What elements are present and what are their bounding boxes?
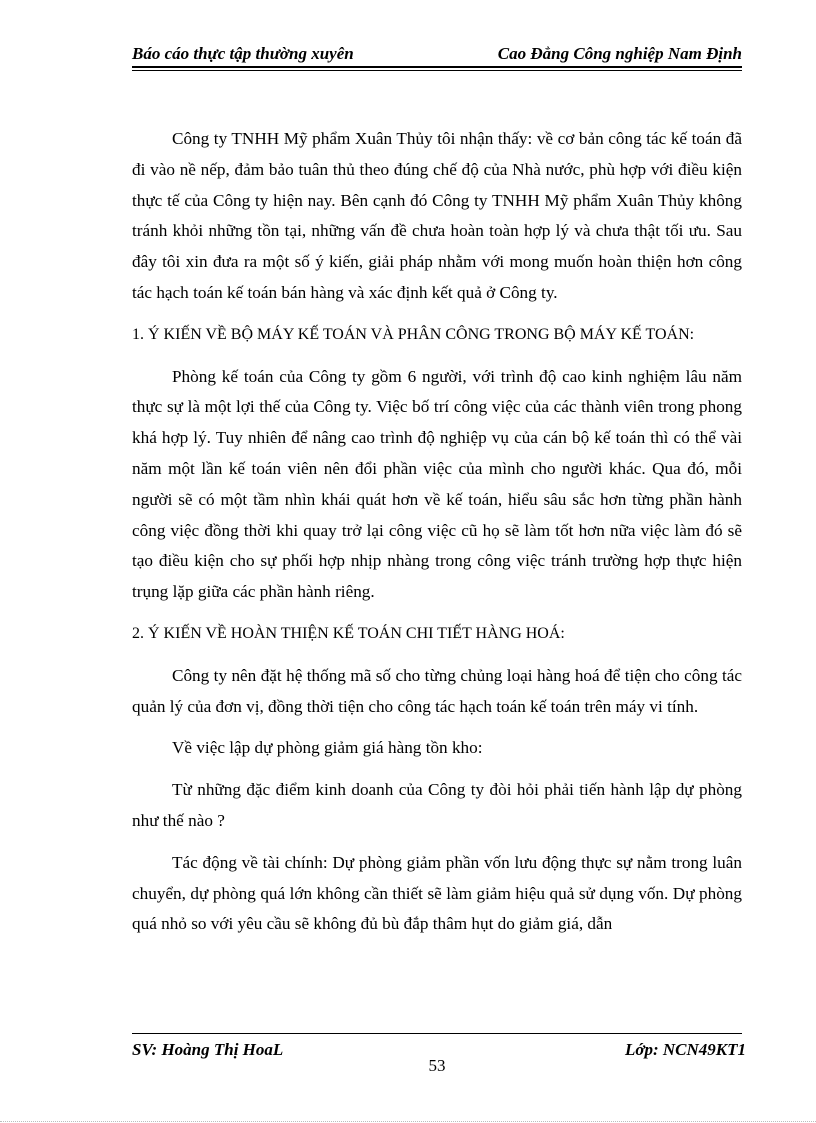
paragraph-goods-coding: Công ty nên đặt hệ thống mã số cho từng chủng loại hàng hoá để tiện cho công tác quản lý của đơn vị, đồng thời tiện cho công tác hạch toán kế toán trên máy vi tính. [132, 665, 742, 716]
section-heading-1: 1. Ý KIẾN VỀ BỘ MÁY KẾ TOÁN VÀ PHÂN CÔNG TRONG BỘ MÁY KẾ TOÁN: [132, 325, 695, 343]
page-header [132, 40, 742, 68]
footer-student-name: SV: Hoàng Thị HoaL [132, 1040, 284, 1059]
footer-class-code: Lớp: NCN49KT1 [624, 1040, 746, 1059]
document-body [132, 124, 742, 951]
header-school-name: Cao Đẳng Công nghiệp Nam Định [497, 44, 742, 63]
paragraph-intro: Công ty TNHH Mỹ phẩm Xuân Thủy tôi nhận thấy: về cơ bản công tác kế toán đã đi vào nề nếp, đảm bảo tuân thủ theo đúng chế độ của Nhà nước, phù hợp với điều kiện thực tế của Công ty hiện nay. Bên cạnh đó Công ty TNHH Mỹ phẩm Xuân Thủy không tránh khỏi những tồn tại, những vấn đề chưa hoàn toàn hợp lý và chưa thật tối ưu. Sau đây tôi xin đưa ra một số ý kiến, giải pháp nhằm với mong muốn hoàn thiện hơn công tác hạch toán kế toán bán hàng và xác định kết quả ở Công ty. [132, 129, 742, 302]
paragraph-inventory-provision-title: Về việc lập dự phòng giảm giá hàng tồn kho: [172, 738, 483, 758]
header-rule-thick [132, 66, 742, 68]
page-edge-divider [0, 1121, 816, 1122]
section-heading-2: 2. Ý KIẾN VỀ HOÀN THIỆN KẾ TOÁN CHI TIẾT HÀNG HOÁ: [132, 624, 565, 642]
paragraph-accounting-department: Phòng kế toán của Công ty gồm 6 người, với trình độ cao kinh nghiệm lâu năm thực sự là một lợi thế của Công ty. Việc bố trí công việc của các thành viên trong phong khá hợp lý. Tuy nhiên để nâng cao trình độ nghiệp vụ của cán bộ kế toán thì có thể vài năm một lần kế toán viên nên đổi phần việc của mình cho người khác. Qua đó, mỗi người sẽ có một tầm nhìn khái quát hơn về kế toán, hiểu sâu sắc hơn từng phần hành công việc đồng thời khi quay trở lại công việc cũ họ sẽ làm tốt hơn nữa việc làm đó sẽ tạo điều kiện cho sự phối hợp nhịp nhàng trong công việc tránh trường hợp thực hiện trụng lặp giữa các phần hành riêng. [132, 366, 742, 602]
footer-rule [132, 1033, 742, 1034]
header-report-title: Báo cáo thực tập thường xuyên [132, 44, 354, 63]
paragraph-financial-impact: Tác động về tài chính: Dự phòng giảm phần vốn lưu động thực sự nằm trong luân chuyển, dự phòng quá lớn không cần thiết sẽ làm giảm hiệu quả sử dụng vốn. Dự phòng quá nhỏ so với yêu cầu sẽ không đủ bù đắp thâm hụt do giảm giá, dẫn [132, 852, 742, 934]
page-number: 53 [428, 1056, 446, 1075]
header-rule-thin [132, 70, 742, 71]
paragraph-provision-question: Từ những đặc điểm kinh doanh của Công ty đòi hỏi phải tiến hành lập dự phòng như thế nào ? [132, 780, 742, 830]
